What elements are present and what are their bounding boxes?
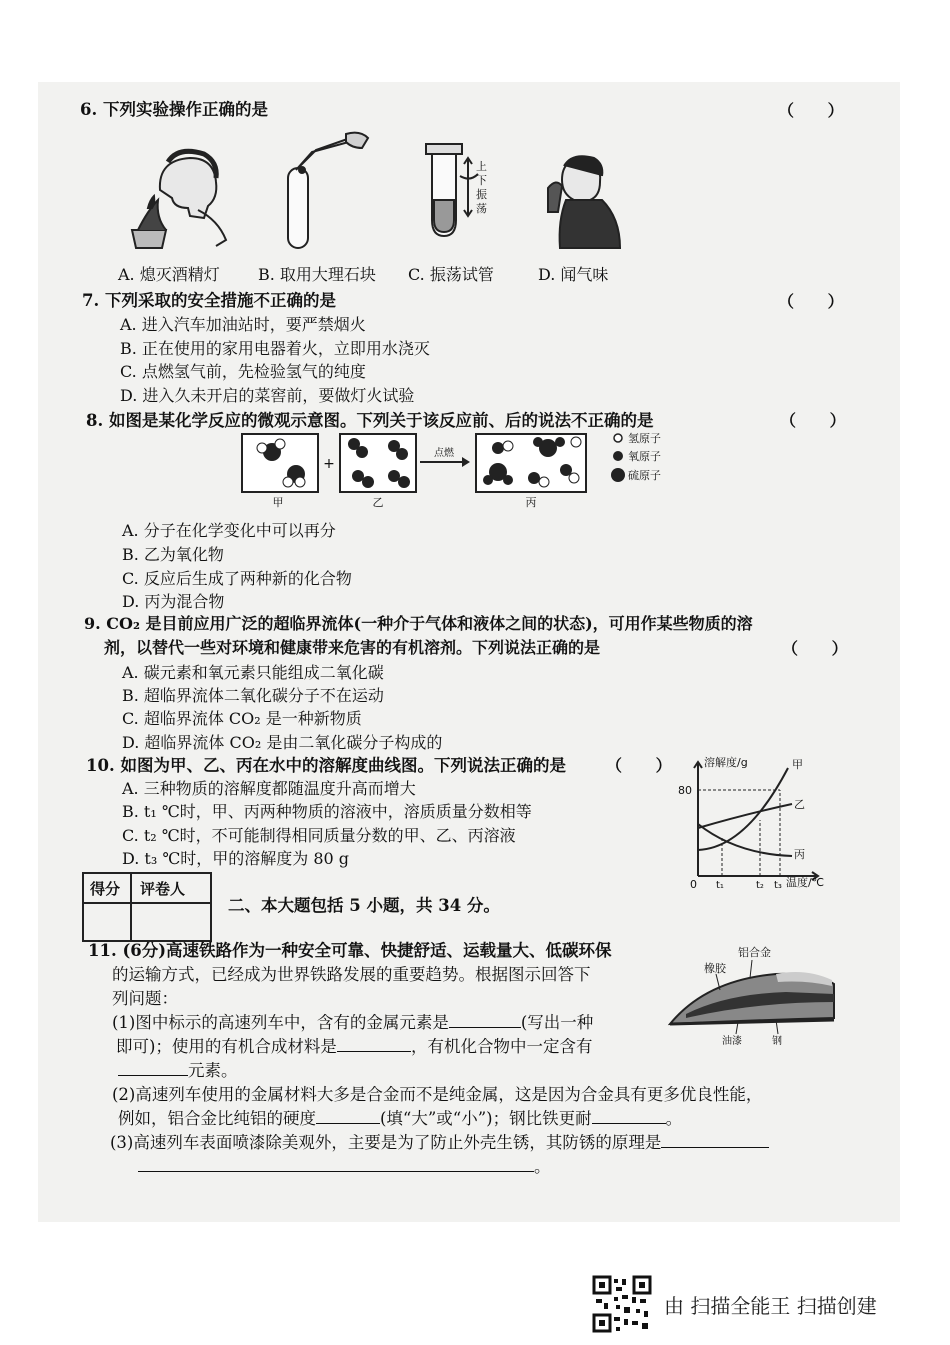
q11-part2-line2 xyxy=(118,1105,682,1129)
shaking-test-tube-illustration xyxy=(426,144,478,236)
q8-reaction-diagram xyxy=(236,426,706,512)
q9-option-a: A. 碳元素和氧元素只能组成二氧化碳 xyxy=(122,663,384,682)
q6-illustrations xyxy=(120,130,650,258)
smelling-illustration xyxy=(548,156,620,248)
q7-option-a: A. 进入汽车加油站时，要严禁烟火 xyxy=(120,315,366,334)
q6-answer-paren: （ ） xyxy=(778,101,858,120)
q11-part2-text-c: (填“大”或“小”)；钢比铁更耐 xyxy=(380,1109,592,1128)
shake-label-shake: 振 xyxy=(476,188,487,201)
answer-blank-hardness[interactable] xyxy=(316,1109,380,1124)
q11-part1-text-d: ，有机化合物中一定含有 xyxy=(410,1037,593,1056)
q10-option-c: C. t₂ ℃时，不可能制得相同质量分数的甲、乙、丙溶液 xyxy=(122,826,516,845)
qr-code-icon xyxy=(592,1275,652,1333)
answer-blank-resistance[interactable] xyxy=(592,1109,666,1124)
x-tick-t3: t₃ xyxy=(774,880,782,891)
legend-oxygen-marker xyxy=(613,451,623,461)
q11-part1-line2 xyxy=(116,1033,592,1057)
plus-sign: + xyxy=(323,456,335,472)
q11-part2-line1: (2)高速列车使用的金属材料大多是合金而不是纯金属，这是因为合金具有更多优良性能， xyxy=(112,1085,763,1104)
answer-blank-rust-principle[interactable] xyxy=(661,1133,769,1148)
q9-option-d: D. 超临界流体 CO₂ 是由二氧化碳分子构成的 xyxy=(122,733,443,752)
q10-answer-paren: （ ） xyxy=(606,756,686,775)
y-axis-label: 溶解度/g xyxy=(704,756,748,769)
shake-label-up: 上 xyxy=(476,160,487,173)
legend-hydrogen: 氢原子 xyxy=(628,432,661,445)
series-label-yi: 乙 xyxy=(794,798,805,811)
q6-option-d: D. 闻气味 xyxy=(538,265,609,284)
q6-stem: 6. 下列实验操作正确的是 xyxy=(80,100,268,119)
x-axis-label: 温度/℃ xyxy=(786,876,825,889)
q11-intro-line1: 11. (6分)高速铁路作为一种安全可靠、快捷舒适、运载量大、低碳环保 xyxy=(88,941,612,960)
q11-part3-text-b: 。 xyxy=(534,1157,551,1176)
score-header: 得分 xyxy=(90,880,121,898)
legend-hydrogen-marker xyxy=(614,434,622,442)
shake-label-swing: 荡 xyxy=(476,202,487,215)
arrow-label-ignite: 点燃 xyxy=(434,448,454,459)
train-label-aluminum-alloy: 铝合金 xyxy=(738,946,771,959)
answer-blank-element[interactable] xyxy=(118,1061,188,1076)
q11-part1-line1 xyxy=(112,1009,593,1033)
curve-jia xyxy=(698,768,788,850)
q8-stem: 8. 如图是某化学反应的微观示意图。下列关于该反应前、后的说法不正确的是 xyxy=(86,411,654,430)
q11-part3-text-a: (3)高速列车表面喷漆除美观外，主要是为了防止外壳生锈，其防锈的原理是 xyxy=(110,1133,662,1152)
grader-header: 评卷人 xyxy=(140,880,186,898)
series-label-jia: 甲 xyxy=(792,758,803,771)
blowing-lamp-illustration xyxy=(132,151,226,248)
series-label-bing: 丙 xyxy=(794,848,805,861)
q10-option-a: A. 三种物质的溶解度都随温度升高而增大 xyxy=(122,779,416,798)
q7-option-d: D. 进入久未开启的菜窖前，要做灯火试验 xyxy=(120,386,415,405)
origin-label: 0 xyxy=(690,878,697,891)
x-tick-t2: t₂ xyxy=(756,880,764,891)
q7-stem: 7. 下列采取的安全措施不正确的是 xyxy=(82,291,336,310)
box-label-yi: 乙 xyxy=(372,496,384,509)
answer-blank-metal-element[interactable] xyxy=(449,1013,521,1028)
train-label-steel: 钢 xyxy=(772,1036,782,1047)
q11-part1-text-b: (写出一种 xyxy=(520,1013,594,1032)
train-label-rubber: 橡胶 xyxy=(704,962,726,975)
q9-stem-line2: 剂，以替代一些对环境和健康带来危害的有机溶剂。下列说法正确的是 xyxy=(104,638,601,657)
legend-oxygen: 氧原子 xyxy=(628,450,661,463)
q11-part2-text-d: 。 xyxy=(665,1109,683,1128)
y-tick-80: 80 xyxy=(678,784,692,797)
q9-option-b: B. 超临界流体二氧化碳分子不在运动 xyxy=(122,686,384,705)
q7-answer-paren: （ ） xyxy=(778,292,858,311)
q6-option-b: B. 取用大理石块 xyxy=(258,265,376,284)
shake-label-down: 下 xyxy=(476,174,487,187)
q9-option-c: C. 超临界流体 CO₂ 是一种新物质 xyxy=(122,709,362,728)
q9-answer-paren: （ ） xyxy=(782,639,862,658)
high-speed-train-illustration xyxy=(666,940,846,1048)
q10-option-b: B. t₁ ℃时，甲、丙两种物质的溶液中，溶质质量分数相等 xyxy=(122,802,532,821)
q10-stem: 10. 如图为甲、乙、丙在水中的溶解度曲线图。下列说法正确的是 xyxy=(86,756,566,775)
q8-answer-paren: （ ） xyxy=(780,411,860,430)
box-label-bing: 丙 xyxy=(525,496,537,509)
q11-part1-text-c: 即可)；使用的有机合成材料是 xyxy=(116,1037,337,1056)
legend-sulfur: 硫原子 xyxy=(628,469,661,482)
x-tick-t1: t₁ xyxy=(716,880,724,891)
q7-option-c: C. 点燃氢气前，先检验氢气的纯度 xyxy=(120,362,366,381)
q11-part2-text-b: 例如，铝合金比纯铝的硬度 xyxy=(118,1109,316,1128)
q8-option-c: C. 反应后生成了两种新的化合物 xyxy=(122,569,352,588)
legend-sulfur-marker xyxy=(611,468,625,482)
solubility-chart xyxy=(676,754,840,894)
q7-option-b: B. 正在使用的家用电器着火，立即用水浇灭 xyxy=(120,339,430,358)
curve-yi xyxy=(698,804,792,828)
q11-part1-text-e: 元素。 xyxy=(188,1061,238,1080)
answer-blank-rust-principle-cont[interactable] xyxy=(138,1157,534,1172)
q11-part3-line1 xyxy=(110,1129,769,1153)
q6-option-a: A. 熄灭酒精灯 xyxy=(118,265,220,284)
answer-blank-organic-material[interactable] xyxy=(337,1037,411,1052)
q8-option-d: D. 丙为混合物 xyxy=(122,592,225,611)
q9-stem-line1: 9. CO₂ 是目前应用广泛的超临界流体(一种介于气体和液体之间的状态)，可用作某些物质的溶 xyxy=(84,614,753,633)
section-2-heading: 二、本大题包括 5 小题，共 34 分。 xyxy=(228,896,500,915)
test-tube-tweezers-illustration xyxy=(288,133,368,248)
box-label-jia: 甲 xyxy=(272,496,284,509)
q11-intro-line3: 列问题： xyxy=(112,989,178,1008)
q11-part1-text-a: (1)图中标示的高速列车中，含有的金属元素是 xyxy=(112,1013,449,1032)
q8-option-a: A. 分子在化学变化中可以再分 xyxy=(122,521,336,540)
q11-part1-line3 xyxy=(118,1057,238,1081)
q10-option-d: D. t₃ ℃时，甲的溶解度为 80 g xyxy=(122,849,350,868)
box-bing xyxy=(476,434,586,492)
train-label-paint: 油漆 xyxy=(722,1036,742,1047)
score-table xyxy=(82,872,212,942)
q8-option-b: B. 乙为氧化物 xyxy=(122,545,224,564)
q11-intro-line2: 的运输方式，已经成为世界铁路发展的重要趋势。根据图示回答下 xyxy=(112,965,591,984)
scanner-watermark: 由 扫描全能王 扫描创建 xyxy=(664,1294,877,1318)
q6-option-c: C. 振荡试管 xyxy=(408,265,494,284)
q11-part3-line2 xyxy=(138,1153,551,1177)
